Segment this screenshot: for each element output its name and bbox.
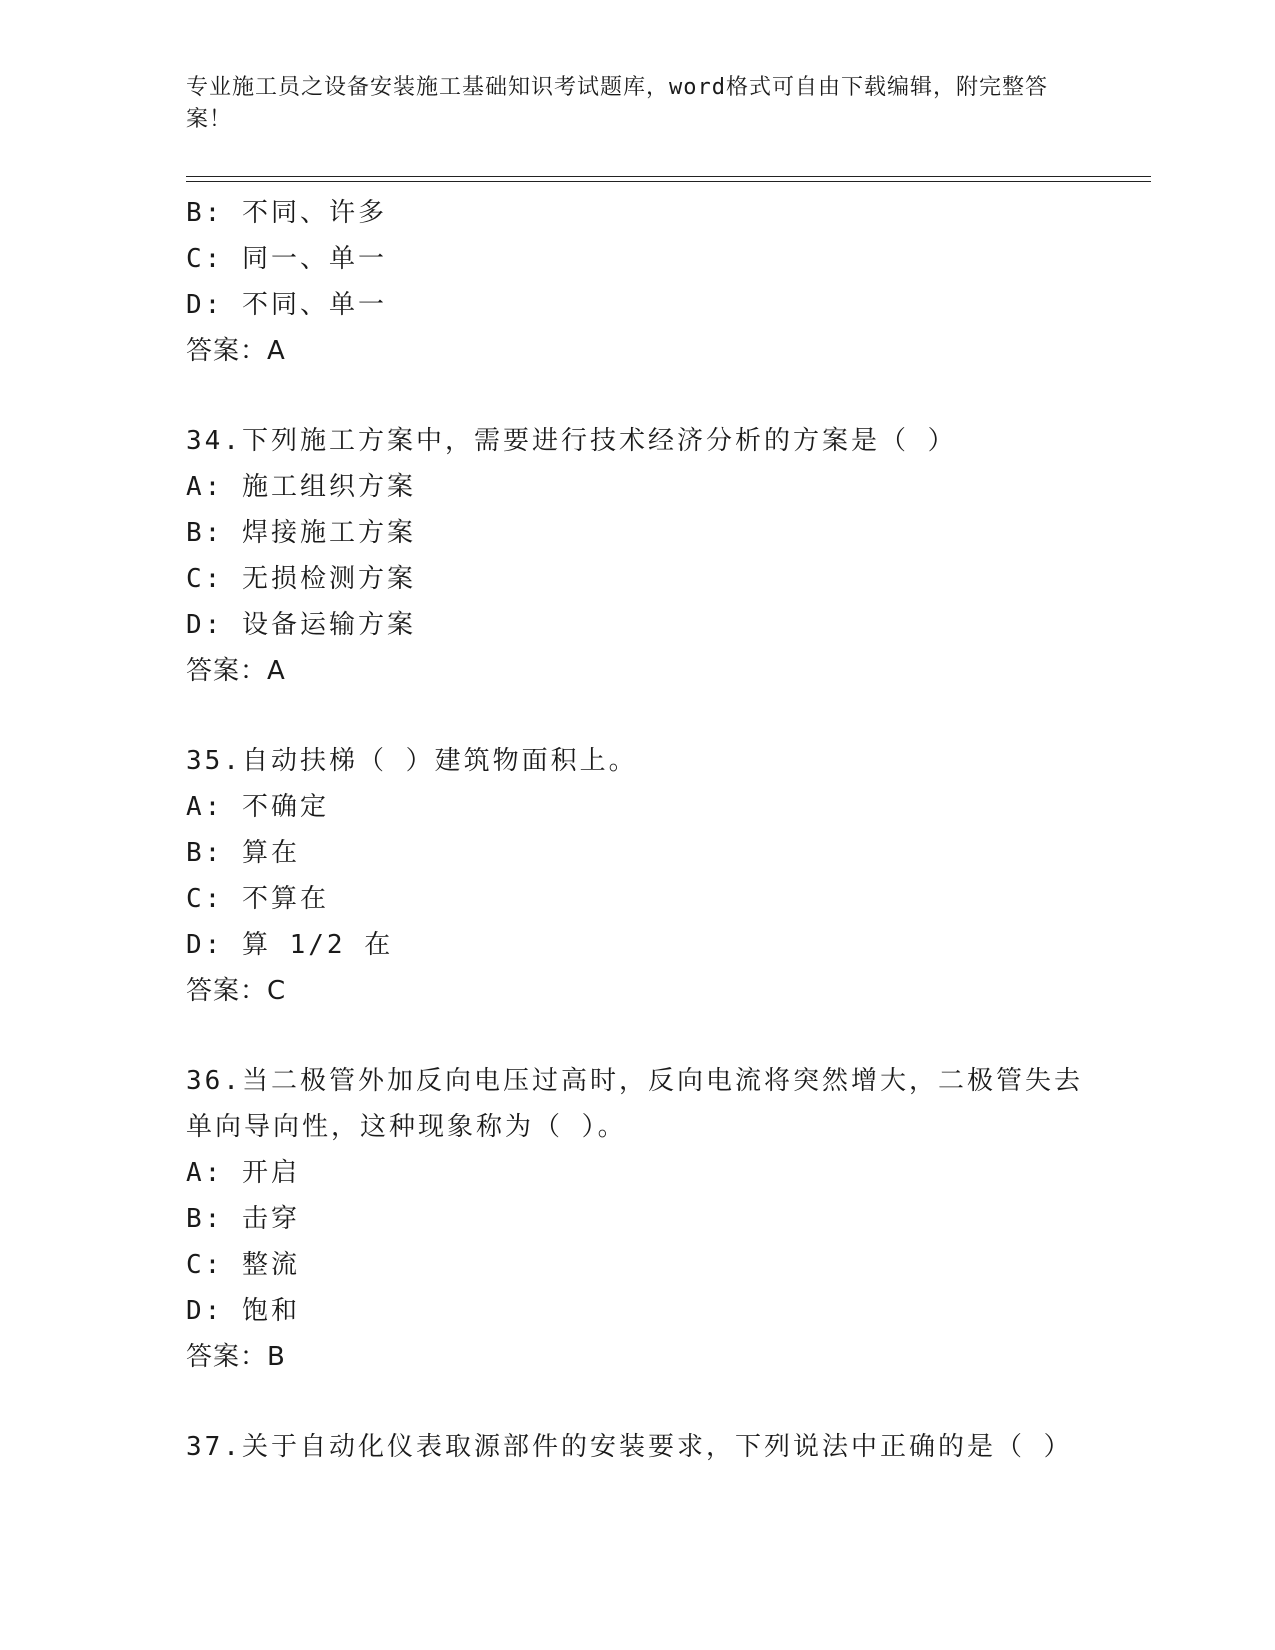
question-block-34 bbox=[186, 418, 1136, 694]
option-b: B: 击穿 bbox=[186, 1204, 300, 1234]
option-a: A: 施工组织方案 bbox=[186, 472, 416, 502]
question-list bbox=[186, 190, 1136, 1470]
question-block-partial bbox=[186, 190, 1136, 374]
option-d: D: 不同、单一 bbox=[186, 290, 387, 320]
option-a: A: 开启 bbox=[186, 1158, 300, 1188]
option-d: D: 算 1/2 在 bbox=[186, 930, 394, 960]
question-block-37 bbox=[186, 1424, 1136, 1470]
page-header-title: 专业施工员之设备安装施工基础知识考试题库，word格式可自由下载编辑，附完整答案！ bbox=[186, 75, 1048, 132]
option-d: D: 饱和 bbox=[186, 1296, 300, 1326]
option-c: C: 同一、单一 bbox=[186, 244, 387, 274]
option-d: D: 设备运输方案 bbox=[186, 610, 416, 640]
option-a: A: 不确定 bbox=[186, 792, 329, 822]
question-text: 36.当二极管外加反向电压过高时，反向电流将突然增大，二极管失去单向导向性，这种现象称为（ ）。 bbox=[186, 1066, 1083, 1142]
question-text: 34.下列施工方案中，需要进行技术经济分析的方案是（ ） bbox=[186, 426, 957, 456]
option-c: C: 整流 bbox=[186, 1250, 300, 1280]
answer-line: 答案：A bbox=[186, 656, 286, 686]
question-block-36 bbox=[186, 1058, 1136, 1380]
option-c: C: 无损检测方案 bbox=[186, 564, 416, 594]
option-b: B: 算在 bbox=[186, 838, 300, 868]
option-b: B: 焊接施工方案 bbox=[186, 518, 416, 548]
answer-line: 答案：A bbox=[186, 336, 286, 366]
option-b: B: 不同、许多 bbox=[186, 198, 387, 228]
question-text: 35.自动扶梯（ ）建筑物面积上。 bbox=[186, 746, 638, 776]
header-rule-bottom bbox=[186, 181, 1151, 182]
question-block-35 bbox=[186, 738, 1136, 1014]
answer-line: 答案：C bbox=[186, 976, 287, 1006]
answer-line: 答案：B bbox=[186, 1342, 286, 1372]
option-c: C: 不算在 bbox=[186, 884, 329, 914]
header-rule-top bbox=[186, 176, 1151, 177]
question-text: 37.关于自动化仪表取源部件的安装要求，下列说法中正确的是（ ） bbox=[186, 1432, 1073, 1462]
